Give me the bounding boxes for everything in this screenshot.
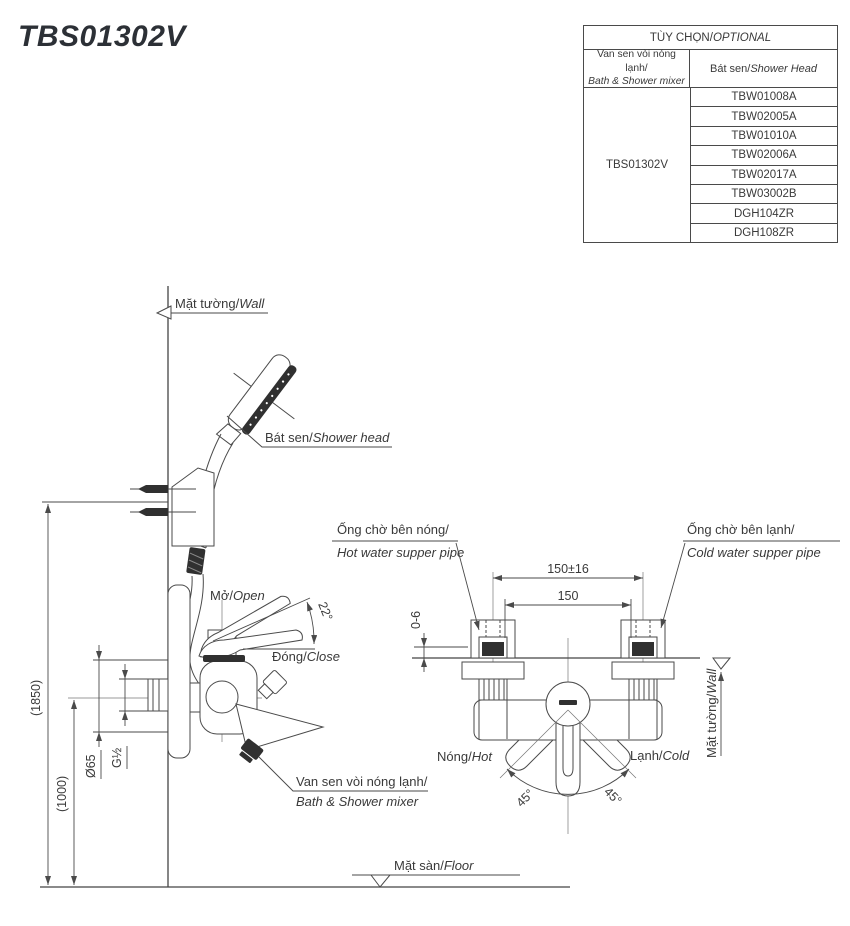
cold-supply-pipe [621,620,665,658]
table-row: TBW01008A [691,88,837,107]
cold-escutcheon [612,662,674,679]
hot-union-nut [479,679,507,700]
dim-d65 [84,645,176,779]
lever-seam [203,655,245,662]
svg-text:Ống chờ bên lạnh/: Ống chờ bên lạnh/ [687,522,795,537]
wall-arrow [157,306,171,319]
table-header-vi: TÙY CHỌN/ [649,31,713,44]
svg-text:G½: G½ [110,747,124,768]
table-row: TBW03002B [691,185,837,204]
dome-index [559,700,577,705]
hose-connector [186,547,205,575]
page-title: TBS01302V [18,20,186,53]
shower-head-body [225,351,294,433]
side-view [29,286,570,887]
cold-pipe-label [661,522,840,628]
cold-label: Lạnh/Cold [630,748,690,763]
svg-text:0-6: 0-6 [409,610,423,629]
mixer-code-cell: TBS01302V [584,88,691,242]
svg-text:Mặt tường/Wall: Mặt tường/Wall [704,668,719,758]
cold-union-nut [629,679,657,700]
svg-text:Bath & Shower mixer: Bath & Shower mixer [296,794,419,809]
svg-text:Mặt tường/Wall: Mặt tường/Wall [175,296,265,311]
close-label: Đóng/Close [272,649,340,664]
dim-0-6 [409,611,468,672]
mixer-label [259,757,428,809]
dim-1850 [29,502,168,885]
wall-right-marker [713,658,730,669]
svg-text:Cold water supper pipe: Cold water supper pipe [687,545,821,560]
column-header-mixer: Van sen vòi nóng lạnh/ Bath & Shower mixer [584,50,690,87]
dim-150-16 [493,562,643,578]
cover-plate [168,585,190,758]
svg-text:(1000): (1000) [55,775,69,812]
svg-text:Van sen vòi nóng lạnh/: Van sen vòi nóng lạnh/ [296,774,428,789]
floor-marker [371,875,390,887]
svg-text:Ống chờ bên nóng/: Ống chờ bên nóng/ [337,522,449,537]
svg-text:45°: 45° [601,784,625,808]
svg-text:150: 150 [557,589,579,603]
hot-pipe-label [332,522,479,630]
svg-text:45°: 45° [513,786,537,810]
svg-text:Hot water supper pipe: Hot water supper pipe [337,545,465,560]
diverter-knob [256,670,287,701]
column-header-shower: Bát sen/ Shower Head [709,62,817,75]
table-row: TBW01010A [691,127,837,146]
dim-1000 [55,700,74,885]
table-row: TBW02006A [691,146,837,165]
svg-text:150±16: 150±16 [547,562,589,576]
floor-label [352,858,520,887]
svg-text:Ø65: Ø65 [84,754,98,778]
table-row: DGH104ZR [691,204,837,223]
table-row: TBW02017A [691,166,837,185]
table-row: DGH108ZR [733,226,795,239]
dim-150 [505,589,631,638]
shower-bracket [130,468,214,546]
mixer-side [148,585,323,765]
wall-right-label [704,658,730,758]
svg-text:Bát sen/Shower head: Bát sen/Shower head [265,430,390,445]
svg-text:(1850): (1850) [29,679,43,716]
table-row: TBW02005A [691,107,837,126]
svg-text:Mặt sàn/Floor: Mặt sàn/Floor [394,858,474,873]
svg-text:22°: 22° [315,599,336,623]
ball-joint [206,681,238,713]
hot-escutcheon [462,662,524,679]
table-header-en: OPTIONAL [712,31,772,44]
dim-g12 [110,664,152,769]
wall-top-label [157,296,268,319]
open-label: Mở/Open [210,588,265,603]
hot-label: Nóng/Hot [437,749,492,764]
